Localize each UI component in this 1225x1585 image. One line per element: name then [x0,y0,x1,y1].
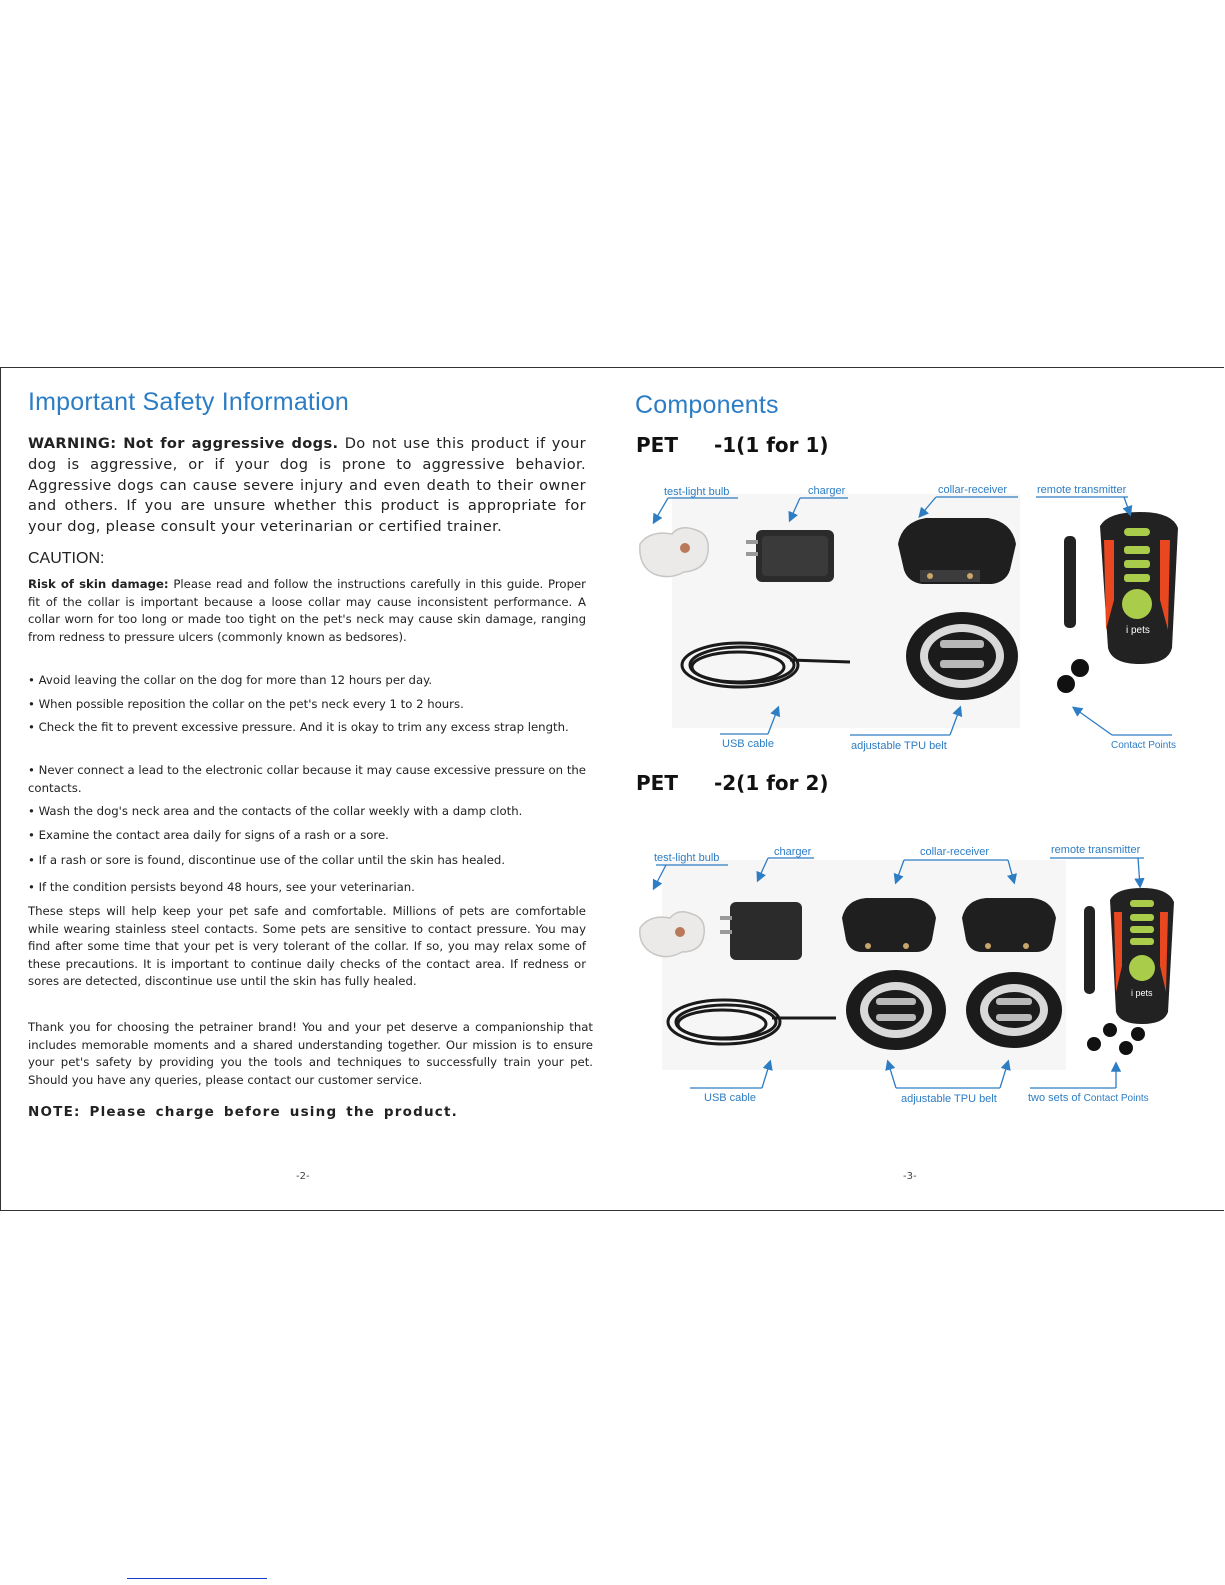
set2-label-charger: charger [774,846,812,858]
set1-usb-cable [682,643,850,687]
set1-contact-points [1057,659,1089,693]
set2-brand-mark: i pets [1131,988,1153,998]
set2-test-light-bulb [640,912,704,957]
set1-label-collar-receiver: collar-receiver [938,484,1008,496]
page-number-left: -2- [296,1171,310,1182]
bullet-3: • Check the fit to prevent excessive pressure. And it is okay to trim any excess strap length. [28,720,569,734]
set2-label-tpu-belt: adjustable TPU belt [901,1093,997,1105]
set2-label-test-light-bulb: test-light bulb [654,852,720,864]
bullet-4: • Never connect a lead to the electronic collar because it may cause excessive pressure on the contacts. [28,763,586,795]
bullet-8: • If the condition persists beyond 48 hours, see your veterinarian. [28,880,415,894]
warning-text: Do not use this product if your dog is aggressive, or if your dog is prone to aggressive behavior. Aggressive dogs can cause severe injury and even death to their owner and others. If you are unsure whether this product is appropriate for your dog, please consult your veterinarian or certified trainer. [28,435,587,536]
steps-paragraph: These steps will help keep your pet safe and comfortable. Millions of pets are comfortable while wearing stainless steel contacts. Some pets are sensitive to contact pressure. You may find after some time that your pet is very tolerant of the collar. If so, you may relax some of these precautions. It is important to continue daily checks of the contact area. If redness or sores are detected, discontinue use until the skin has fully healed. [28,904,586,989]
page-number-right: -3- [903,1171,917,1182]
set1-tpu-belt [906,612,1018,700]
set2-label-collar-receiver: collar-receiver [920,846,990,858]
set2-prefix: PET [636,771,678,795]
bullet-6: • Examine the contact area daily for signs of a rash or a sore. [28,828,389,842]
set2-collar-receiver-2 [962,898,1056,952]
set1-label-contact-points: Contact Points [1111,740,1177,751]
bullet-1: • Avoid leaving the collar on the dog for more than 12 hours per day. [28,673,433,687]
set1-prefix: PET [636,433,678,457]
set2-suffix: -2(1 for 2) [713,771,829,795]
warning-bold: WARNING: Not for aggressive dogs. [28,435,339,452]
set1-remote-transmitter [1064,512,1178,664]
set2-usb-cable [668,1000,836,1044]
set1-label-charger: charger [808,485,846,497]
thanks-paragraph: Thank you for choosing the petrainer brand! You and your pet deserve a companionship that includes memorable moments and a shared understanding together. Our mission is to ensure your pet's safety by providing you the tools and techniques to successfully train your pet. Should you have any queries, please contact our customer service. [28,1020,593,1087]
set1-collar-receiver [898,518,1016,584]
set1-suffix: -1(1 for 1) [713,433,829,457]
set1-test-light-bulb [640,528,708,577]
set1-brand-mark: i pets [1126,625,1150,636]
caution-heading: CAUTION: [28,550,105,567]
note-text: NOTE: Please charge before using the product. [28,1104,458,1120]
bullet-7: • If a rash or sore is found, discontinue use of the collar until the skin has healed. [28,853,506,867]
set1-charger [746,530,834,582]
bullet-5: • Wash the dog's neck area and the contacts of the collar weekly with a damp cloth. [28,804,523,818]
set2-collar-receiver-1 [842,898,936,952]
set2-label-usb-cable: USB cable [704,1092,756,1104]
set2-label-contact-points [1028,1092,1149,1104]
set2-contacts-prefix: two sets of [1028,1092,1084,1104]
components-title: Components [635,391,779,419]
set2-remote-transmitter [1084,888,1174,1024]
safety-title: Important Safety Information [28,388,350,416]
set2-tpu-belt-2 [966,972,1062,1048]
set2-tpu-belt-1 [846,970,946,1050]
bullet-2: • When possible reposition the collar on the pet's neck every 1 to 2 hours. [28,697,464,711]
set2-contact-points [1087,1023,1145,1055]
set2-label-remote-transmitter: remote transmitter [1051,844,1141,856]
set1-label-remote-transmitter: remote transmitter [1037,484,1127,496]
set1-label-tpu-belt: adjustable TPU belt [851,740,947,752]
risk-bold: Risk of skin damage: [28,577,169,591]
set1-label-usb-cable: USB cable [722,738,774,750]
bottom-link-underline [127,1578,267,1579]
set2-contacts-text: Contact Points [1083,1093,1149,1104]
set1-label-test-light-bulb: test-light bulb [664,486,730,498]
set2-charger [720,902,802,960]
risk-text: Please read and follow the instructions carefully in this guide. Proper fit of the collar is important because a loose collar may cause inconsistent performance. A collar worn for too long or made too tight on the pet's neck may cause skin damage, ranging from redness to pressure ulcers (commonly known as bedsores). [28,577,586,644]
